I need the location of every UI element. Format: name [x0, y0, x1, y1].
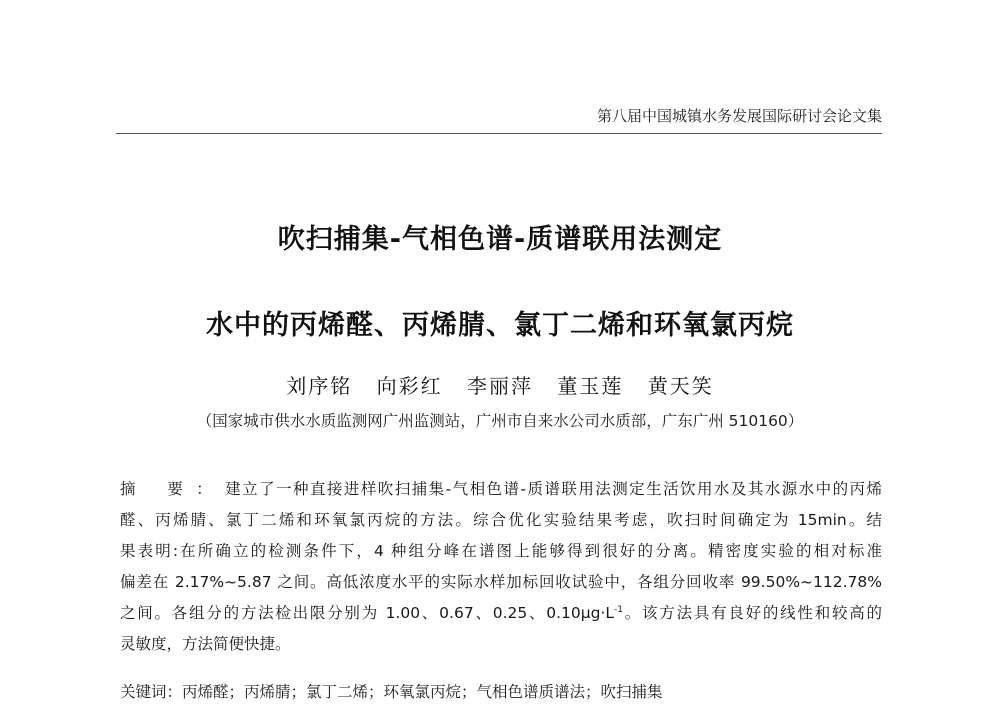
abstract-text: 。该方法具有良好的线性和较高的 [623, 604, 882, 622]
keywords-label: 关键词： [120, 683, 183, 701]
abstract-line: 偏差在 2.17%~5.87 之间。高低浓度水平的实际水样加标回收试验中，各组分回收率 99.50%~112.78% [120, 573, 882, 591]
header-rule [116, 133, 882, 134]
author: 刘序铭 [286, 374, 353, 398]
abstract-line: 醛、丙烯腈、氯丁二烯和环氧氯丙烷的方法。综合优化实验结果考虑，吹扫时间确定为 15min。结 [120, 511, 882, 529]
author: 董玉莲 [557, 374, 624, 398]
abstract-line [120, 598, 882, 629]
abstract-text: 之间。各组分的方法检出限分别为 1.00、0.67、0.25、0.10μg·L [120, 604, 615, 622]
title-line-2: 水中的丙烯醛、丙烯腈、氯丁二烯和环氧氯丙烷 [206, 310, 794, 341]
author: 李丽萍 [467, 374, 533, 398]
abstract [120, 474, 882, 660]
title-line-1: 吹扫捕集-气相色谱-质谱联用法测定 [277, 224, 723, 255]
abstract-label: 摘 要： [120, 480, 226, 498]
affiliation: （国家城市供水水质监测网广州监测站，广州市自来水公司水质部，广东广州 510160） [196, 412, 804, 430]
abstract-text: 建立了一种直接进样吹扫捕集-气相色谱-质谱联用法测定生活饮用水及其水源水中的丙烯 [225, 480, 882, 498]
abstract-line: 灵敏度，方法简便快捷。 [120, 635, 291, 653]
author: 向彩红 [376, 374, 443, 398]
keywords [120, 680, 882, 702]
author-list [0, 370, 1000, 399]
keywords-text: 丙烯醛；丙烯腈；氯丁二烯；环氧氯丙烷；气相色谱质谱法；吹扫捕集 [182, 683, 663, 701]
author: 黄天笑 [647, 374, 714, 398]
abstract-line: 果表明:在所确立的检测条件下，4 种组分峰在谱图上能够得到很好的分离。精密度实验的相对标准 [120, 542, 882, 560]
abstract-line [120, 474, 882, 505]
unit-superscript: -1 [614, 605, 624, 615]
running-header: 第八届中国城镇水务发展国际研讨会论文集 [596, 107, 882, 125]
